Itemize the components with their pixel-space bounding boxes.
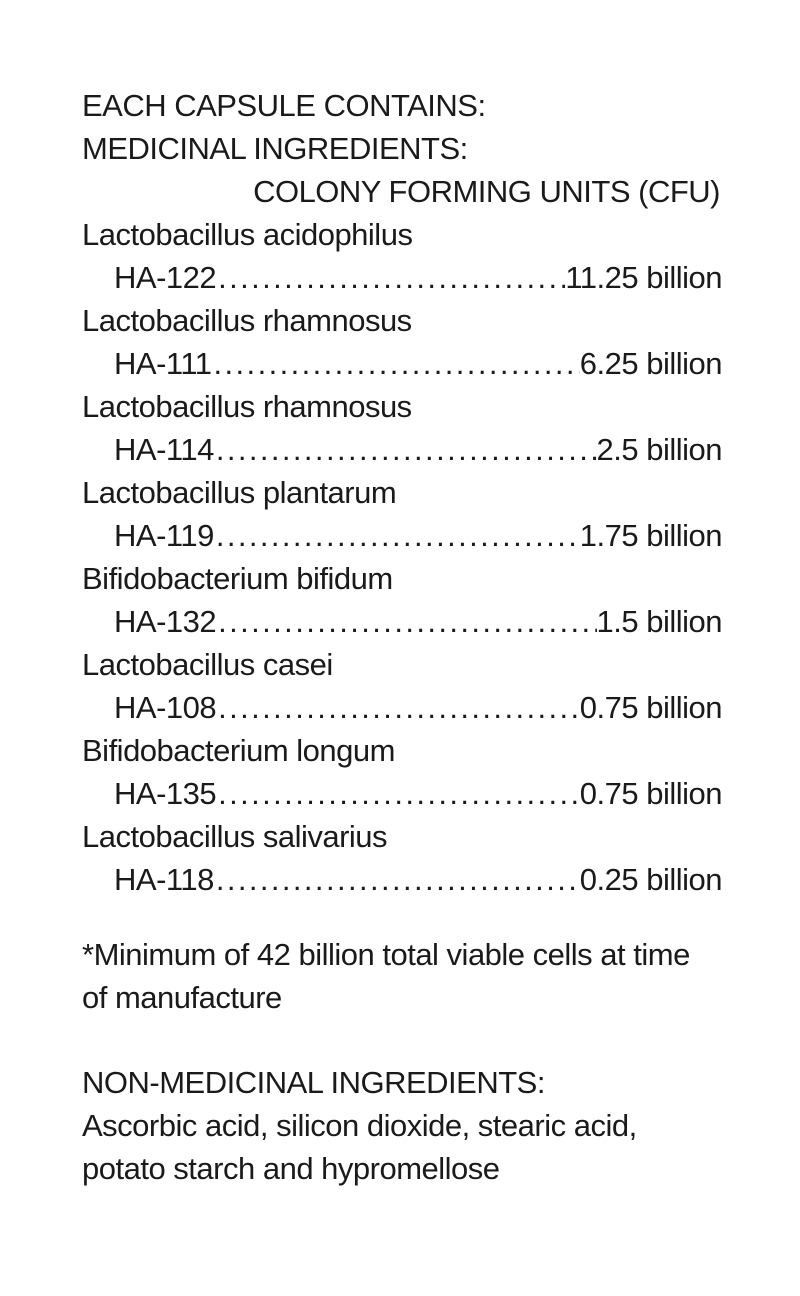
cfu-column-heading: COLONY FORMING UNITS (CFU) <box>253 174 720 209</box>
species-name: Lactobacillus rhamnosus <box>82 303 412 338</box>
strain-code: HA-111 <box>114 346 212 381</box>
strain-row <box>114 256 722 299</box>
cfu-amount: 0.75 billion <box>579 690 722 725</box>
strain-row <box>114 514 722 557</box>
ingredient-item <box>82 299 722 385</box>
dot-leader <box>216 256 565 299</box>
viable-cells-footnote: *Minimum of 42 billion total viable cells at time of manufacture <box>82 937 690 1015</box>
strain-row <box>114 686 722 729</box>
strain-row <box>114 428 722 471</box>
dot-leader <box>214 858 580 901</box>
strain-row <box>114 858 722 901</box>
dot-leader <box>216 600 596 643</box>
medicinal-ingredients-heading: MEDICINAL INGREDIENTS: <box>82 131 468 166</box>
species-name: Lactobacillus plantarum <box>82 475 397 510</box>
ingredient-item <box>82 385 722 471</box>
species-name: Lactobacillus rhamnosus <box>82 389 412 424</box>
ingredient-item <box>82 213 722 299</box>
dot-leader <box>214 514 580 557</box>
strain-row <box>114 342 722 385</box>
strain-code: HA-132 <box>114 604 217 639</box>
cfu-amount: 0.25 billion <box>579 862 722 897</box>
strain-code: HA-108 <box>114 690 217 725</box>
cfu-amount: 1.5 billion <box>596 604 722 639</box>
species-name: Bifidobacterium bifidum <box>82 561 393 596</box>
species-name: Lactobacillus casei <box>82 647 333 682</box>
strain-code: HA-114 <box>114 432 214 467</box>
cfu-amount: 6.25 billion <box>579 346 722 381</box>
ingredient-item <box>82 643 722 729</box>
dot-leader <box>216 686 580 729</box>
non-medicinal-heading: NON-MEDICINAL INGREDIENTS: <box>82 1065 545 1100</box>
strain-row <box>114 600 722 643</box>
ingredient-list <box>82 213 722 901</box>
cfu-amount: 1.75 billion <box>579 518 722 553</box>
ingredient-item <box>82 557 722 643</box>
dot-leader <box>216 772 580 815</box>
non-medicinal-list: Ascorbic acid, silicon dioxide, stearic acid, potato starch and hypromellose <box>82 1108 637 1186</box>
ingredient-item <box>82 815 722 901</box>
non-medicinal-section <box>82 1061 722 1190</box>
cfu-amount: 2.5 billion <box>596 432 722 467</box>
cfu-amount: 0.75 billion <box>579 776 722 811</box>
species-name: Bifidobacterium longum <box>82 733 395 768</box>
species-name: Lactobacillus salivarius <box>82 819 388 854</box>
species-name: Lactobacillus acidophilus <box>82 217 413 252</box>
strain-code: HA-118 <box>114 862 214 897</box>
dot-leader <box>212 342 580 385</box>
strain-code: HA-122 <box>114 260 217 295</box>
capsule-contents-heading: EACH CAPSULE CONTAINS: <box>82 88 486 123</box>
dot-leader <box>214 428 597 471</box>
ingredient-item <box>82 471 722 557</box>
strain-row <box>114 772 722 815</box>
supplement-label <box>82 84 722 1190</box>
strain-code: HA-119 <box>114 518 214 553</box>
cfu-amount: 11.25 billion <box>565 260 722 295</box>
ingredient-item <box>82 729 722 815</box>
strain-code: HA-135 <box>114 776 217 811</box>
